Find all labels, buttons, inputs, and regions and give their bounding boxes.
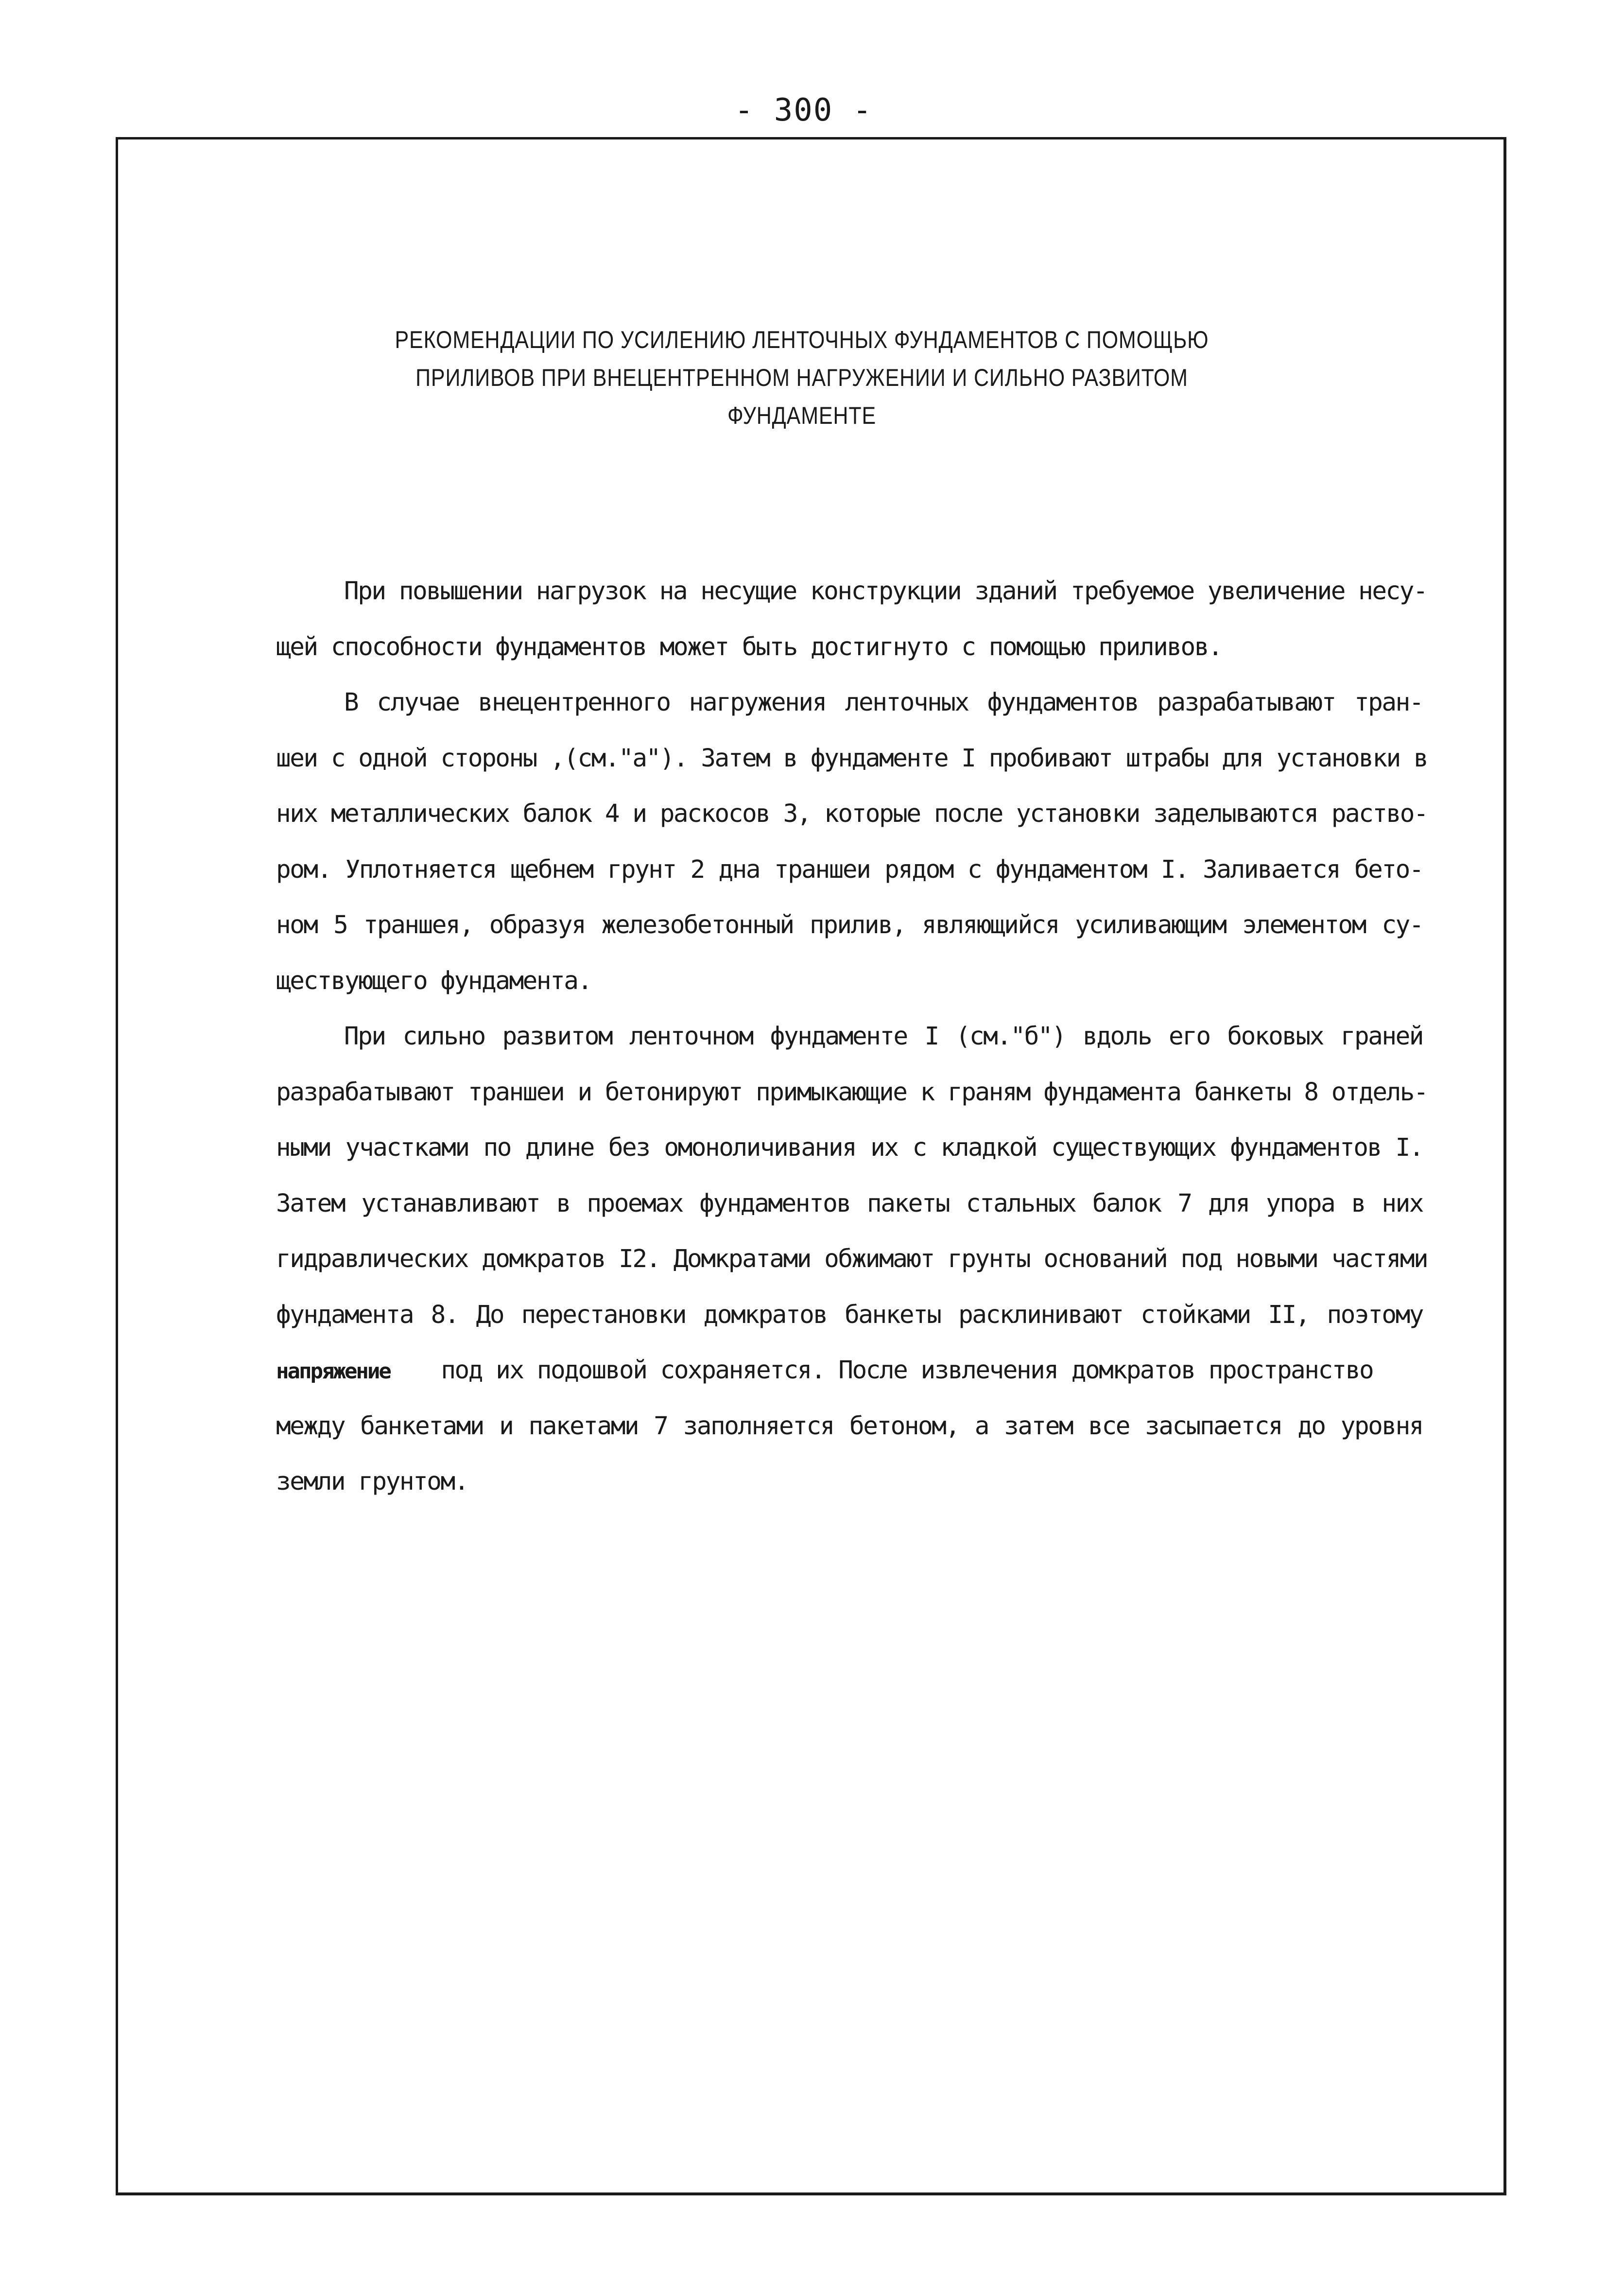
- paragraph-line: Затем устанавливают в проемах фундаментов пакеты стальных балок 7 для упора в них: [276, 1189, 1423, 1218]
- document-heading: [321, 321, 1282, 435]
- paragraph-line: При повышении нагрузок на несущие конструкции зданий требуемое увеличение несу-: [344, 577, 1427, 606]
- paragraph-line-with-insert: [276, 1343, 1423, 1399]
- paragraph-line: щей способности фундаментов может быть достигнуто с помощью приливов.: [276, 632, 1222, 661]
- heading-line-1: РЕКОМЕНДАЦИИ ПО УСИЛЕНИЮ ЛЕНТОЧНЫХ ФУНДАМЕНТОВ С ПОМОЩЬЮ: [395, 326, 1209, 353]
- paragraph-line: При сильно развитом ленточном фундаменте I (см."б") вдоль его боковых граней: [344, 1022, 1423, 1051]
- paragraph-line: между банкетами и пакетами 7 заполняется бетоном, а затем все засыпается до уровня: [276, 1411, 1423, 1441]
- heading-line-2: ПРИЛИВОВ ПРИ ВНЕЦЕНТРЕННОМ НАГРУЖЕНИИ И СИЛЬНО РАЗВИТОМ: [415, 364, 1188, 391]
- paragraph-line: гидравлических домкратов I2. Домкратами обжимают грунты оснований под новыми частями: [276, 1245, 1428, 1273]
- heading-line-3: ФУНДАМЕНТЕ: [727, 402, 877, 429]
- paragraph-2: [276, 675, 1428, 1009]
- page-number: - 300 -: [734, 92, 873, 128]
- paragraph-line-remainder: под их подошвой сохраняется. После извлечения домкратов пространство: [441, 1356, 1373, 1385]
- paragraph-1: [276, 564, 1427, 675]
- paragraph-line: ром. Уплотняется щебнем грунт 2 дна траншеи рядом с фундаментом I. Заливается бето-: [276, 855, 1423, 884]
- paragraph-line: земли грунтом.: [276, 1467, 468, 1496]
- paragraph-line: них металлических балок 4 и раскосов 3, которые после установки заделываются раство-: [276, 800, 1428, 828]
- paragraph-line: шеи с одной стороны ,(см."а"). Затем в фундаменте I пробивают штрабы для установки в: [276, 744, 1428, 773]
- paragraph-line: В случае внецентренного нагружения ленточных фундаментов разрабатывают тран-: [344, 688, 1423, 717]
- paragraph-line: фундамента 8. До перестановки домкратов банкеты расклинивают стойками II, поэтому: [276, 1300, 1423, 1329]
- body-text: [276, 564, 1428, 1510]
- paragraph-line: разрабатывают траншеи и бетонируют примыкающие к граням фундамента банкеты 8 отдель-: [276, 1078, 1428, 1107]
- inserted-word: напряжение: [276, 1359, 390, 1384]
- paragraph-3: [276, 1009, 1428, 1510]
- paragraph-line: ными участками по длине без омоноличивания их с кладкой существующих фундаментов I.: [276, 1133, 1423, 1162]
- paragraph-line: ществующего фундамента.: [276, 966, 591, 995]
- paragraph-line: ном 5 траншея, образуя железобетонный прилив, являющийся усиливающим элементом су-: [276, 911, 1423, 939]
